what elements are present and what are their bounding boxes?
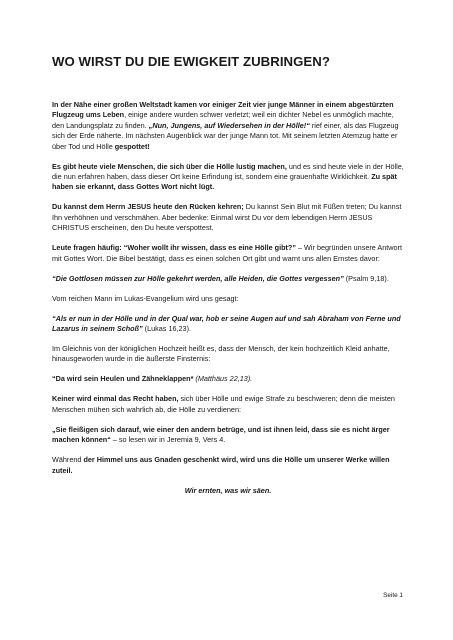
text-run: In der Nähe einer großen Weltstadt kamen vor einiger Zeit vier junge Männer in einem abgestürzten Flugzeug ums Leben — [52, 100, 394, 120]
text-run: , einige andere wurden schwer verletzt; weil ein dichter Nebel es unmöglich machte, den Landungsplatz zu finden. — [52, 110, 394, 130]
page-title: WO WIRST DU DIE EWIGKEIT ZUBRINGEN? — [52, 54, 330, 69]
paragraph-8 — [52, 344, 404, 365]
paragraph-10 — [52, 394, 404, 415]
closing-line — [52, 486, 404, 496]
text-run: Es gibt heute viele Menschen, die sich über die Hölle lustig machen, — [52, 161, 287, 171]
text-run: “Da wird sein Heulen und Zähneklappen* — [52, 374, 194, 384]
text-run: Wir ernten, was wir säen. — [184, 485, 272, 495]
text-run: Leute fragen häufig: “Woher wollt ihr wissen, dass es eine Hölle gibt?” — [52, 243, 296, 253]
text-run: (Psalm 9,18). — [343, 273, 389, 283]
paragraph-3 — [52, 202, 404, 233]
text-run: Keiner wird einmal das Recht haben, — [52, 394, 179, 404]
page-number: Seite 1 — [383, 592, 403, 599]
text-run: – Wir begründen unsere Antwort mit Gottes Wort. Die Bibel bestätigt, dass es einen solchen Ort gibt und warnt uns allen Ernstes davor: — [52, 243, 402, 263]
text-run: (Matthäus 22,13). — [193, 374, 253, 384]
paragraph-9-matthew-quote — [52, 374, 404, 384]
text-run: „Nun, Jungens, auf Wiedersehen in der Hölle!“ — [148, 120, 310, 130]
paragraph-12 — [52, 455, 404, 476]
paragraph-4 — [52, 243, 404, 264]
text-run: der Himmel uns aus Gnaden geschenkt wird, wird uns die Hölle um unserer Werke willen zuteil. — [52, 455, 390, 475]
text-run: – so lesen wir in Jeremia 9, Vers 4. — [110, 435, 226, 445]
text-run: und es sind heute viele in der Hölle, die nun erfahren haben, dass dieser Ort keine Erfindung ist, sondern eine grauenhafte Wirklichkeit. — [52, 161, 404, 182]
text-run: gespottet! — [114, 141, 150, 151]
text-run: “Als er nun in der Hölle und in der Qual war, hob er seine Augen auf und sah Abraham von Ferne und Lazarus in seinem Schoß” — [52, 313, 401, 334]
text-run: Zu spät haben sie erkannt, dass Gottes Wort nicht lügt. — [52, 172, 397, 192]
paragraph-6 — [52, 294, 404, 304]
paragraph-11-jeremiah-quote — [52, 425, 404, 446]
paragraph-2 — [52, 162, 404, 193]
text-run: Im Gleichnis von der königlichen Hochzeit heißt es, dass der Mensch, der kein hochzeitlich Kleid anhatte, hinausgeworfen wurde in die äußerste Finsternis: — [52, 344, 390, 364]
text-run: „Sie fleißigen sich darauf, wie einer den andern betrüge, und ist ihnen leid, dass sie es nicht ärger machen können“ — [52, 424, 390, 445]
text-run: Du kannst Sein Blut mit Füßen treten; Du kannst Ihn verhöhnen und verschmähen. Aber bedenke: Einmal wirst Du vor dem lebendigen Herrn JESUS CHRISTUS erscheinen, den Du heute verspottest. — [52, 202, 402, 233]
paragraph-7-luke-quote — [52, 314, 404, 335]
paragraph-5-psalm-quote — [52, 274, 404, 284]
text-run: rief einer, als das Flugzeug sich der Erde näherte. Im nächsten Augenblick war der junge Mann tot. Mit seinem letzten Atemzug hatte er über Tod und Hölle — [52, 120, 399, 151]
text-run: “Die Gottlosen müssen zur Hölle gekehrt werden, alle Heiden, die Gottes vergessen” — [52, 273, 344, 283]
text-run: Vom reichen Mann im Lukas-Evangelium wird uns gesagt: — [52, 293, 239, 303]
text-run: sich über Hölle und ewige Strafe zu beschweren; denn die meisten Menschen mühen sich wahrlich ab, die Hölle zu verdienen: — [52, 394, 395, 414]
text-run: Während — [52, 455, 84, 465]
paragraph-1 — [52, 100, 404, 152]
text-run: (Lukas 16,23). — [142, 324, 192, 334]
document-body — [52, 100, 404, 506]
text-run: Du kannst dem Herrn JESUS heute den Rücken kehren; — [52, 202, 244, 212]
